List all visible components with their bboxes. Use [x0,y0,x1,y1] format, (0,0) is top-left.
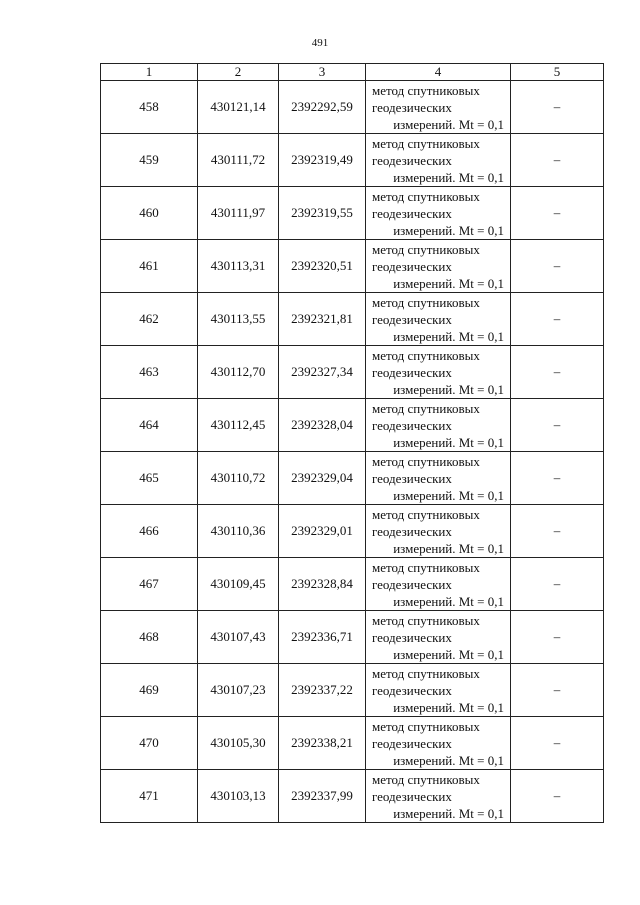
y-coordinate-cell: 2392336,71 [279,611,366,664]
note-cell: – [511,452,604,505]
x-coordinate-cell: 430105,30 [198,717,279,770]
method-cell [366,611,511,664]
column-header-1: 1 [101,64,198,81]
method-cell [366,558,511,611]
note-cell: – [511,293,604,346]
method-cell [366,452,511,505]
method-line: метод спутниковых [372,82,480,98]
x-coordinate-cell: 430111,72 [198,134,279,187]
method-line: геодезических [372,311,452,327]
table-row [101,187,604,240]
point-number-cell: 461 [101,240,198,293]
method-line: измерений. Mt = 0,1 [393,752,504,768]
point-number-cell: 459 [101,134,198,187]
method-cell [366,346,511,399]
y-coordinate-cell: 2392319,55 [279,187,366,240]
point-number-cell: 463 [101,346,198,399]
method-line: измерений. Mt = 0,1 [393,328,504,344]
method-line: метод спутниковых [372,506,480,522]
table-row [101,81,604,134]
method-line: метод спутниковых [372,771,480,787]
point-number-cell: 468 [101,611,198,664]
method-line: метод спутниковых [372,347,480,363]
note-cell: – [511,611,604,664]
point-number-cell: 465 [101,452,198,505]
method-line: геодезических [372,258,452,274]
method-cell [366,399,511,452]
method-line: измерений. Mt = 0,1 [393,646,504,662]
note-cell: – [511,81,604,134]
x-coordinate-cell: 430109,45 [198,558,279,611]
column-header-3: 3 [279,64,366,81]
table-row [101,664,604,717]
table-row [101,558,604,611]
table-row [101,505,604,558]
method-line: геодезических [372,152,452,168]
page-number: 491 [311,37,329,49]
table-row [101,452,604,505]
table-row [101,134,604,187]
method-cell [366,81,511,134]
method-line: измерений. Mt = 0,1 [393,275,504,291]
note-cell: – [511,240,604,293]
y-coordinate-cell: 2392329,01 [279,505,366,558]
table-row [101,293,604,346]
column-header-4: 4 [366,64,511,81]
method-line: измерений. Mt = 0,1 [393,699,504,715]
note-cell: – [511,558,604,611]
note-cell: – [511,134,604,187]
method-line: измерений. Mt = 0,1 [393,805,504,821]
x-coordinate-cell: 430121,14 [198,81,279,134]
column-header-5: 5 [511,64,604,81]
table-row [101,770,604,823]
method-line: метод спутниковых [372,294,480,310]
method-line: измерений. Mt = 0,1 [393,222,504,238]
method-line: метод спутниковых [372,665,480,681]
y-coordinate-cell: 2392337,22 [279,664,366,717]
method-cell [366,770,511,823]
method-cell [366,505,511,558]
method-line: геодезических [372,417,452,433]
note-cell: – [511,346,604,399]
point-number-cell: 458 [101,81,198,134]
note-cell: – [511,717,604,770]
x-coordinate-cell: 430111,97 [198,187,279,240]
column-header-2: 2 [198,64,279,81]
y-coordinate-cell: 2392337,99 [279,770,366,823]
method-line: геодезических [372,629,452,645]
point-number-cell: 464 [101,399,198,452]
note-cell: – [511,664,604,717]
method-line: метод спутниковых [372,453,480,469]
method-line: метод спутниковых [372,188,480,204]
x-coordinate-cell: 430110,72 [198,452,279,505]
method-line: метод спутниковых [372,241,480,257]
method-line: измерений. Mt = 0,1 [393,540,504,556]
method-line: измерений. Mt = 0,1 [393,169,504,185]
method-line: метод спутниковых [372,400,480,416]
table-row [101,717,604,770]
method-line: геодезических [372,682,452,698]
x-coordinate-cell: 430112,70 [198,346,279,399]
method-cell [366,293,511,346]
point-number-cell: 470 [101,717,198,770]
point-number-cell: 460 [101,187,198,240]
header-row [101,64,604,81]
method-line: геодезических [372,523,452,539]
table-row [101,240,604,293]
method-line: геодезических [372,205,452,221]
method-line: геодезических [372,364,452,380]
point-number-cell: 471 [101,770,198,823]
note-cell: – [511,399,604,452]
method-line: метод спутниковых [372,612,480,628]
y-coordinate-cell: 2392338,21 [279,717,366,770]
point-number-cell: 467 [101,558,198,611]
method-cell [366,240,511,293]
y-coordinate-cell: 2392320,51 [279,240,366,293]
y-coordinate-cell: 2392328,04 [279,399,366,452]
y-coordinate-cell: 2392321,81 [279,293,366,346]
point-number-cell: 466 [101,505,198,558]
table-body [101,81,604,823]
method-line: геодезических [372,735,452,751]
x-coordinate-cell: 430103,13 [198,770,279,823]
note-cell: – [511,187,604,240]
y-coordinate-cell: 2392327,34 [279,346,366,399]
point-number-cell: 469 [101,664,198,717]
x-coordinate-cell: 430113,55 [198,293,279,346]
y-coordinate-cell: 2392329,04 [279,452,366,505]
method-line: измерений. Mt = 0,1 [393,434,504,450]
method-line: измерений. Mt = 0,1 [393,593,504,609]
method-line: измерений. Mt = 0,1 [393,487,504,503]
table-row [101,399,604,452]
table-row [101,611,604,664]
point-number-cell: 462 [101,293,198,346]
method-cell [366,187,511,240]
method-line: геодезических [372,576,452,592]
method-cell [366,664,511,717]
x-coordinate-cell: 430110,36 [198,505,279,558]
method-line: геодезических [372,99,452,115]
method-line: измерений. Mt = 0,1 [393,116,504,132]
method-line: измерений. Mt = 0,1 [393,381,504,397]
x-coordinate-cell: 430112,45 [198,399,279,452]
x-coordinate-cell: 430107,43 [198,611,279,664]
method-line: геодезических [372,788,452,804]
method-line: метод спутниковых [372,135,480,151]
y-coordinate-cell: 2392328,84 [279,558,366,611]
method-cell [366,134,511,187]
y-coordinate-cell: 2392319,49 [279,134,366,187]
note-cell: – [511,770,604,823]
method-line: метод спутниковых [372,559,480,575]
x-coordinate-cell: 430113,31 [198,240,279,293]
note-cell: – [511,505,604,558]
method-line: геодезических [372,470,452,486]
table-row [101,346,604,399]
method-cell [366,717,511,770]
x-coordinate-cell: 430107,23 [198,664,279,717]
method-line: метод спутниковых [372,718,480,734]
coordinates-table [100,63,604,823]
y-coordinate-cell: 2392292,59 [279,81,366,134]
